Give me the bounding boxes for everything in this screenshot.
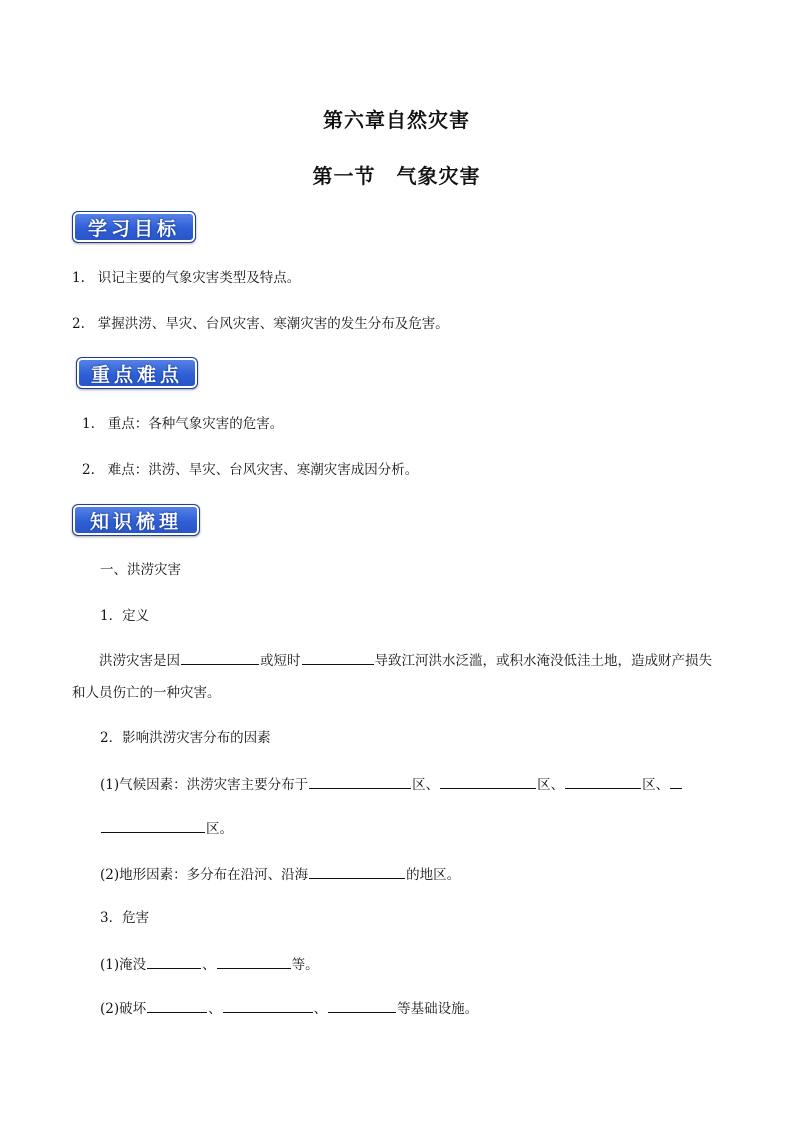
fill-blank[interactable] bbox=[309, 774, 411, 789]
objective-item-2 bbox=[72, 314, 449, 334]
harm-suffix-text: 等。 bbox=[291, 957, 319, 973]
fill-blank[interactable] bbox=[302, 650, 374, 665]
fill-blank[interactable] bbox=[309, 864, 405, 879]
terrain-text: (2)地形因素：多分布在沿河、沿海 bbox=[100, 867, 309, 883]
fill-blank[interactable] bbox=[440, 774, 536, 789]
climate-factor-line-2 bbox=[100, 818, 233, 839]
fill-blank[interactable] bbox=[217, 954, 291, 969]
harm-text: (2)破坏 bbox=[100, 1001, 147, 1017]
climate-factor-line bbox=[100, 774, 683, 795]
objective-item-1 bbox=[72, 268, 300, 288]
objective-text: 识记主要的气象灾害类型及特点。 bbox=[97, 270, 301, 286]
key-point-item-2 bbox=[82, 460, 418, 480]
knowledge-badge: 知识梳理 bbox=[72, 504, 200, 536]
separator: 、 bbox=[655, 777, 670, 793]
fill-blank[interactable] bbox=[565, 774, 641, 789]
key-point-item-1 bbox=[82, 414, 283, 434]
region-text: 区 bbox=[537, 777, 551, 793]
key-point-number: 1. bbox=[82, 416, 95, 432]
fill-blank[interactable] bbox=[670, 774, 682, 789]
objective-number: 2. bbox=[72, 316, 85, 332]
fill-blank[interactable] bbox=[147, 954, 201, 969]
region-text: 区 bbox=[412, 777, 426, 793]
separator: 、 bbox=[425, 777, 440, 793]
climate-text: (1)气候因素：洪涝灾害主要分布于 bbox=[100, 777, 309, 793]
key-points-badge: 重点难点 bbox=[76, 357, 198, 389]
separator: 、 bbox=[550, 777, 565, 793]
region-text: 区 bbox=[642, 777, 656, 793]
objectives-badge: 学习目标 bbox=[72, 211, 196, 243]
definition-text-2: 或短时 bbox=[260, 653, 301, 669]
objective-text: 掌握洪涝、旱灾、台风灾害、寒潮灾害的发生分布及危害。 bbox=[97, 316, 449, 332]
separator: 、 bbox=[202, 957, 216, 973]
heading-harm: 3．危害 bbox=[100, 910, 150, 926]
heading-definition: 1．定义 bbox=[100, 608, 150, 624]
objective-number: 1. bbox=[72, 270, 85, 286]
separator: 、 bbox=[208, 1001, 222, 1017]
key-point-number: 2. bbox=[82, 462, 95, 478]
fill-blank[interactable] bbox=[223, 998, 313, 1013]
heading-factors: 2．影响洪涝灾害分布的因素 bbox=[100, 730, 271, 746]
section-title: 第一节 气象灾害 bbox=[312, 164, 481, 188]
terrain-factor-line bbox=[100, 864, 460, 885]
fill-blank[interactable] bbox=[147, 998, 207, 1013]
key-point-text: 难点：洪涝、旱灾、台风灾害、寒潮灾害成因分析。 bbox=[107, 462, 419, 478]
definition-text-3: 导致江河洪水泛滥，或积水淹没低洼土地，造成财产损失和人员伤亡的一种灾害。 bbox=[72, 653, 712, 701]
terrain-suffix-text: 的地区。 bbox=[406, 867, 461, 883]
harm-line-1 bbox=[100, 954, 319, 975]
definition-text-1: 洪涝灾害是因 bbox=[99, 653, 180, 669]
region-end-text: 区。 bbox=[206, 821, 233, 837]
definition-paragraph bbox=[72, 645, 722, 709]
heading-flood: 一、洪涝灾害 bbox=[100, 562, 181, 578]
fill-blank[interactable] bbox=[328, 998, 396, 1013]
fill-blank[interactable] bbox=[101, 818, 205, 833]
harm-line-2 bbox=[100, 998, 478, 1019]
fill-blank[interactable] bbox=[181, 650, 259, 665]
separator: 、 bbox=[313, 1001, 328, 1017]
harm-text: (1)淹没 bbox=[100, 957, 147, 973]
chapter-title: 第六章自然灾害 bbox=[323, 108, 470, 132]
harm-suffix-text: 等基础设施。 bbox=[397, 1001, 479, 1017]
key-point-text: 重点：各种气象灾害的危害。 bbox=[107, 416, 284, 432]
